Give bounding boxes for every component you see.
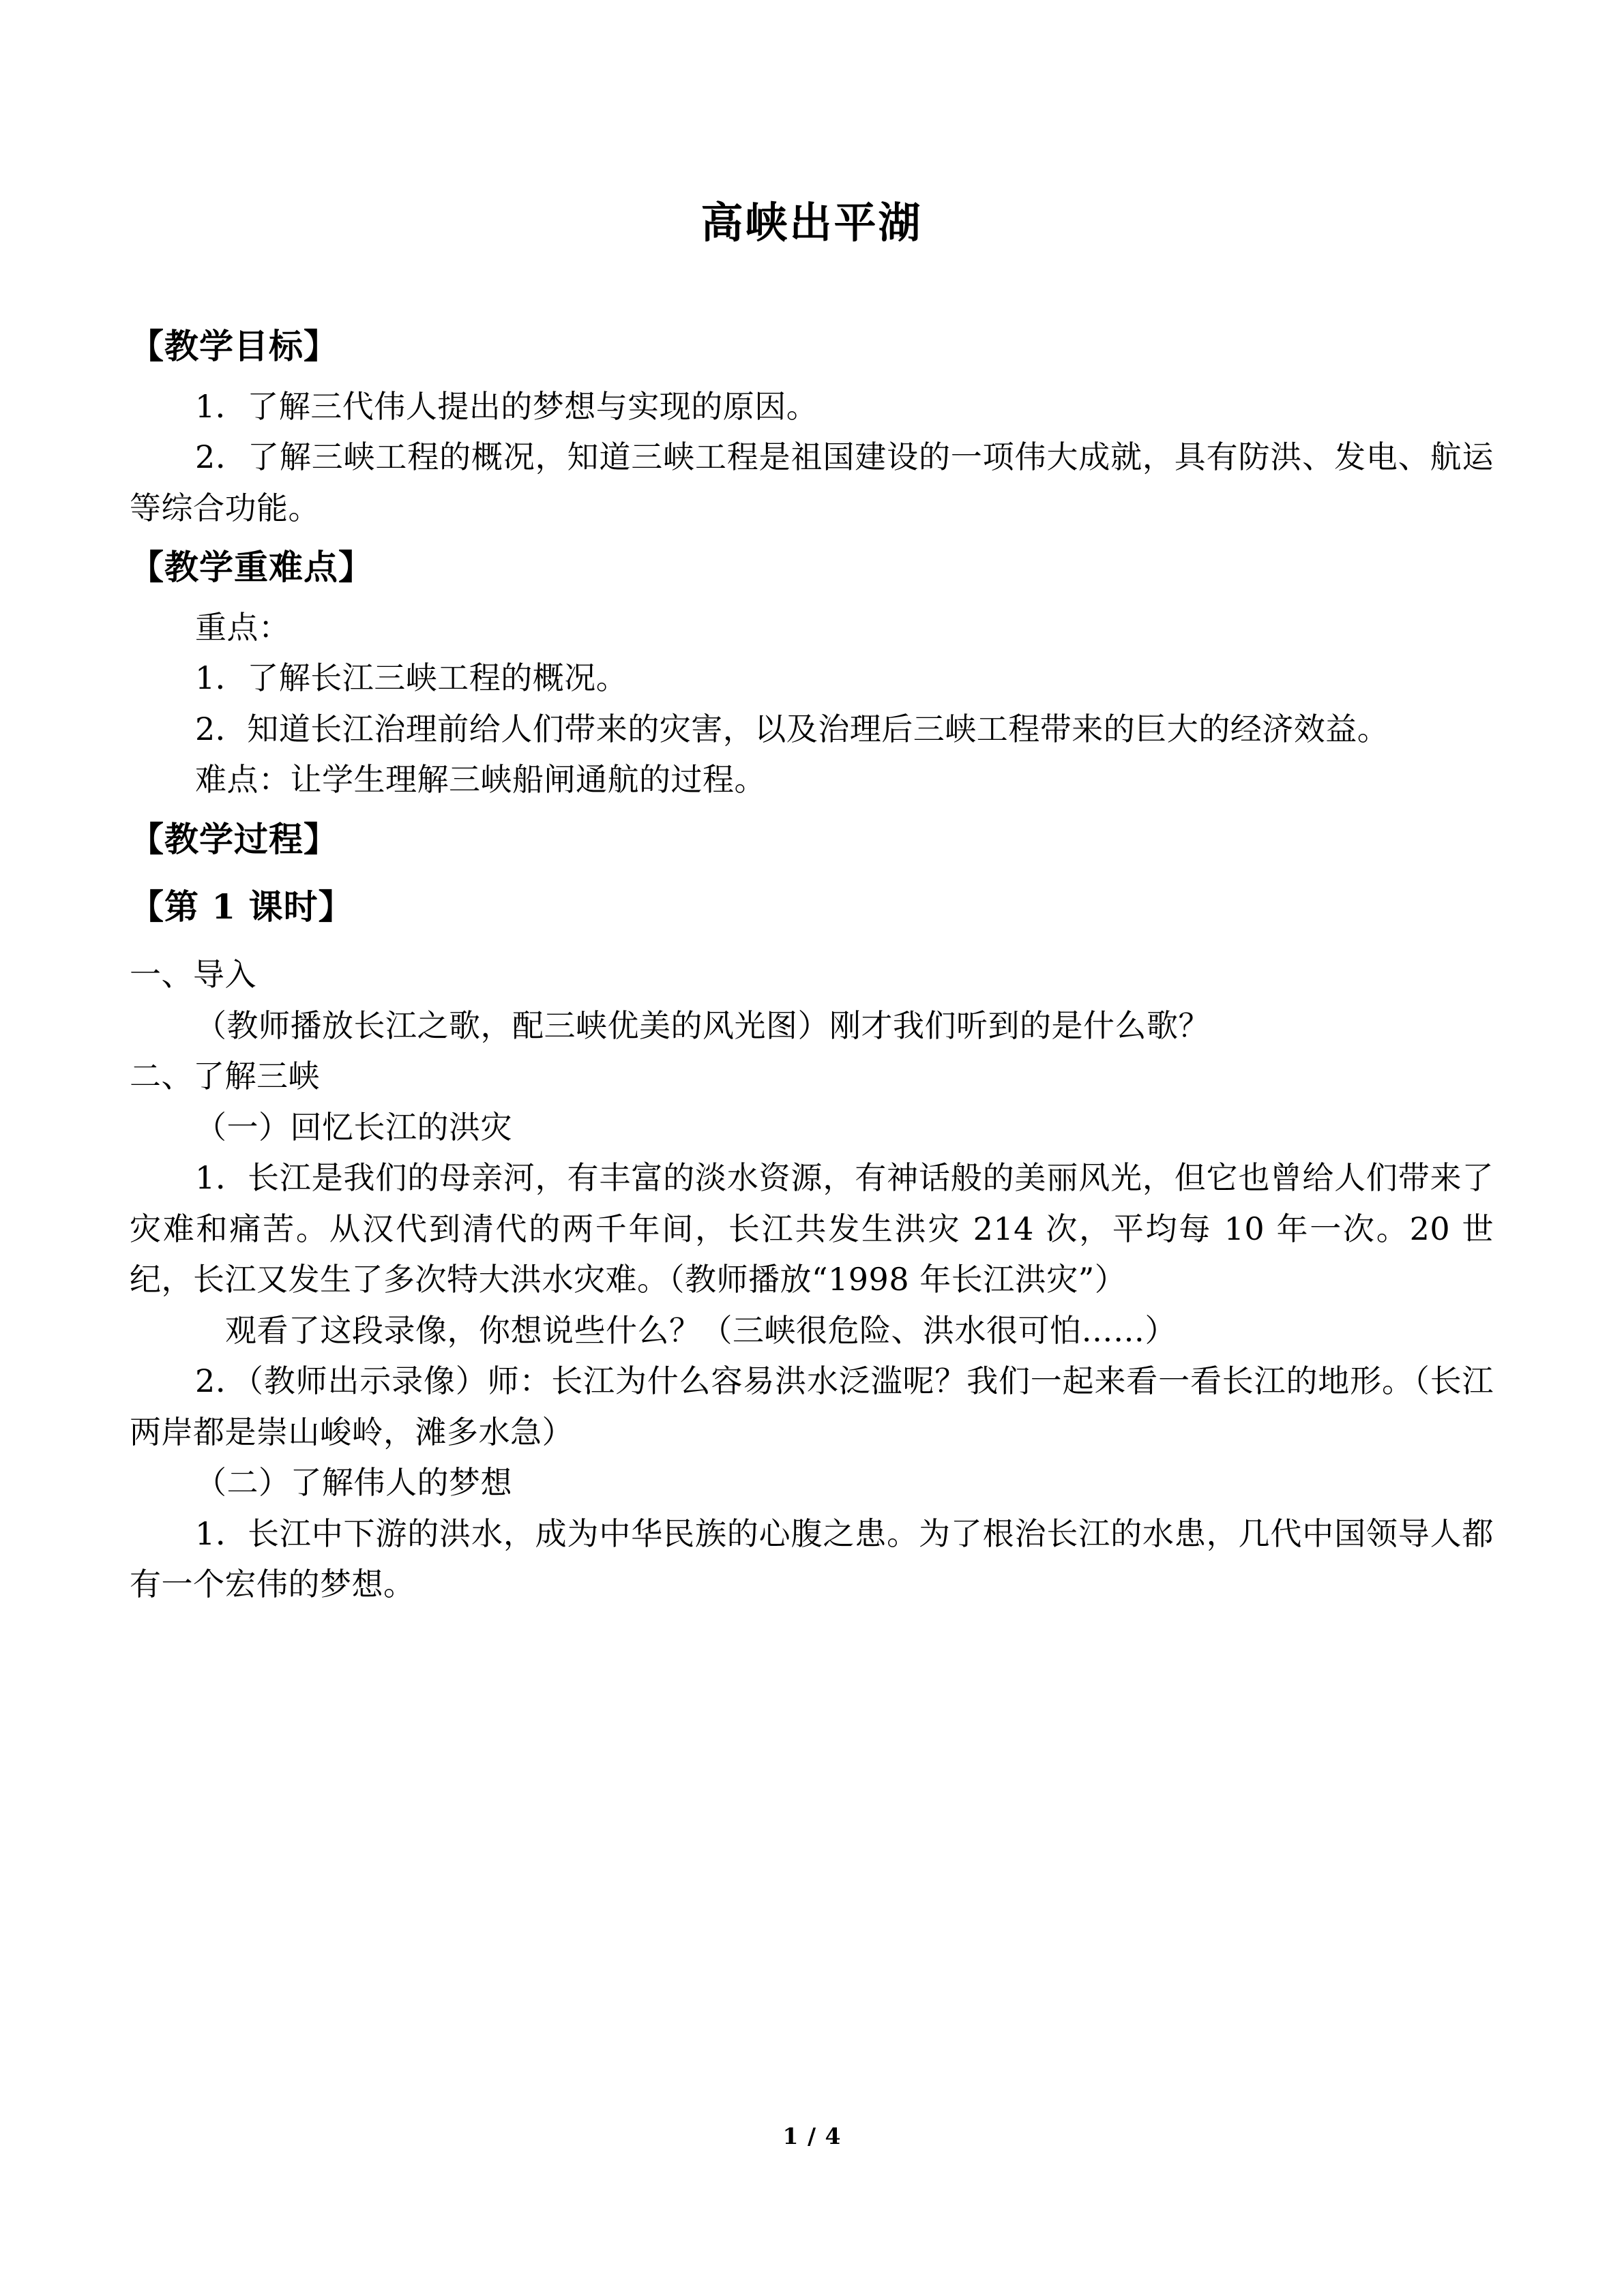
- page-number-footer: 1 / 4: [782, 2123, 842, 2149]
- objective-item-2: 2．了解三峡工程的概况，知道三峡工程是祖国建设的一项伟大成就，具有防洪、发电、航运等综合功能。: [130, 438, 1494, 526]
- spacer: [130, 805, 1494, 815]
- heading-teaching-process: 【教学过程】: [130, 819, 338, 859]
- subsection-2-item-1: 1．长江中下游的洪水，成为中华民族的心腹之患。为了根治长江的水患，几代中国领导人都有一个宏伟的梦想。: [130, 1515, 1494, 1603]
- key-points-label: 重点：: [195, 608, 291, 646]
- subsection-2-title: （二）了解伟人的梦想: [195, 1464, 512, 1502]
- page-title: 高峡出平湖: [700, 198, 923, 248]
- difficult-point: 难点：让学生理解三峡船闸通航的过程。: [195, 761, 766, 799]
- spacer: [130, 533, 1494, 543]
- heading-lesson-1: 【第 1 课时】: [130, 886, 353, 927]
- objective-item-1: 1．了解三代伟人提出的梦想与实现的原因。: [195, 387, 818, 425]
- part-1-body: （教师播放长江之歌，配三峡优美的风光图）刚才我们听到的是什么歌？: [195, 1007, 1210, 1044]
- subsection-1-item-1: 1．长江是我们的母亲河，有丰富的淡水资源，有神话般的美丽风光，但它也曾给人们带来了灾难和痛苦。从汉代到清代的两千年间，长江共发生洪灾 214 次，平均每 10 年一次。20 世纪，长江又发生了多次特大洪水灾难。（教师播放“1998 年长江洪灾”）: [130, 1159, 1494, 1298]
- page-content: [130, 0, 1494, 1610]
- heading-teaching-objectives: 【教学目标】: [130, 326, 338, 367]
- subsection-1-item-2: 2．（教师出示录像）师：长江为什么容易洪水泛滥呢？我们一起来看一看长江的地形。（长江两岸都是崇山峻岭，滩多水急）: [130, 1362, 1494, 1450]
- spacer: [130, 593, 1494, 602]
- spacer: [130, 931, 1494, 949]
- heading-key-difficult-points: 【教学重难点】: [130, 547, 373, 588]
- subsection-1-title: （一）回忆长江的洪灾: [195, 1108, 512, 1146]
- key-point-item-2: 2．知道长江治理前给人们带来的灾害，以及治理后三峡工程带来的巨大的经济效益。: [195, 710, 1389, 747]
- part-2-title: 二、了解三峡: [130, 1058, 320, 1095]
- spacer: [130, 248, 1494, 322]
- spacer: [130, 865, 1494, 882]
- subsection-1-item-1-followup: 观看了这段录像，你想说些什么？（三峡很危险、洪水很可怕……）: [225, 1311, 1177, 1349]
- spacer: [130, 372, 1494, 381]
- part-1-title: 一、导入: [130, 956, 256, 993]
- key-point-item-1: 1．了解长江三峡工程的概况。: [195, 659, 628, 697]
